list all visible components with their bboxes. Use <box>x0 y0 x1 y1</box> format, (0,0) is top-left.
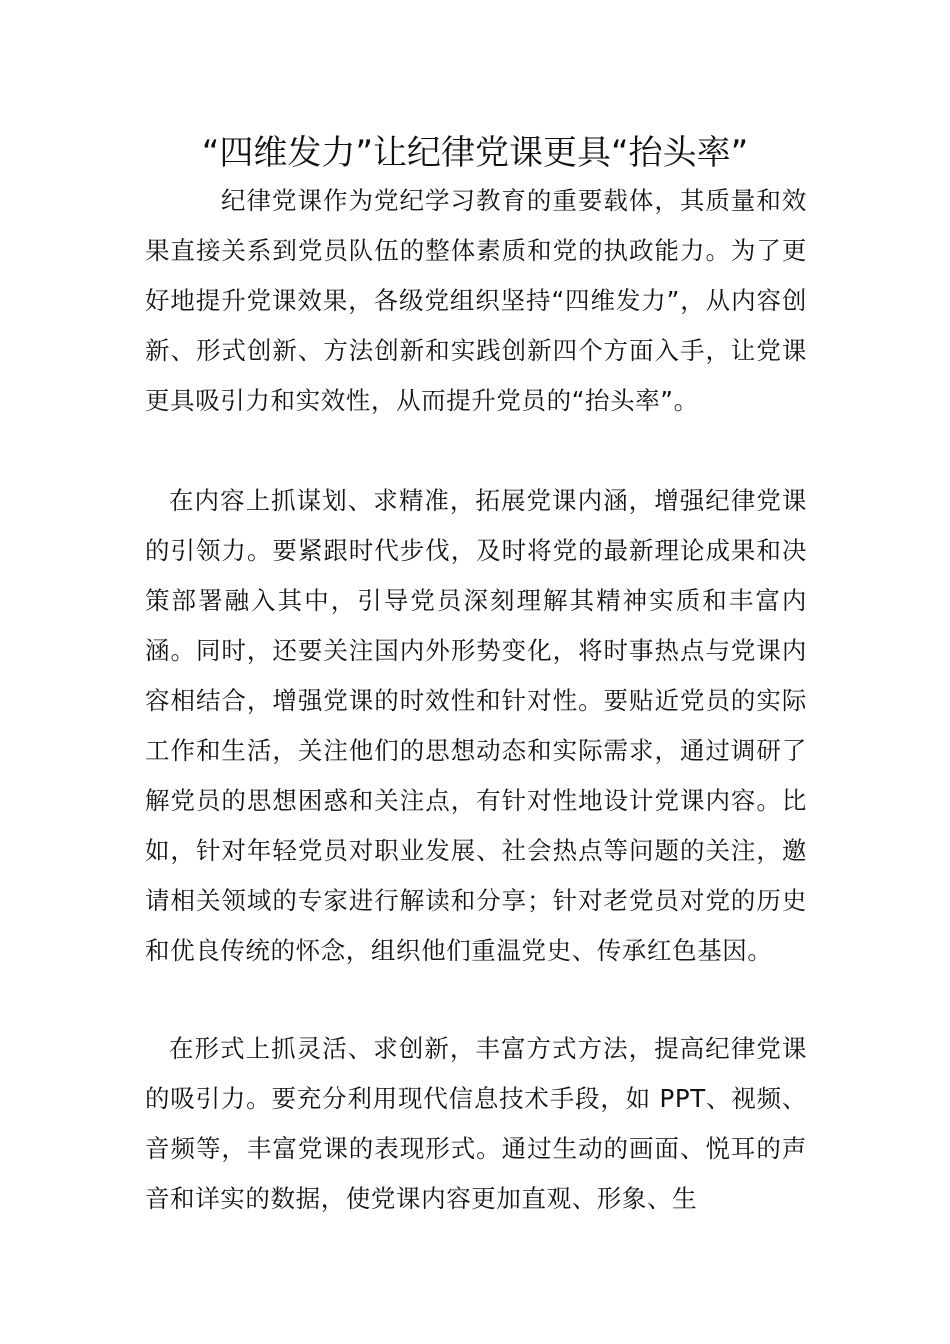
paragraph-form: 在形式上抓灵活、求创新，丰富方式方法，提高纪律党课的吸引力。要充分利用现代信息技术手段，如 PPT、视频、音频等，丰富党课的表现形式。通过生动的画面、悦耳的声音和详实的数据，使党课内容更加直观、形象、生 <box>145 1034 807 1213</box>
document-title: “四维发力”让纪律党课更具“抬头率” <box>201 133 749 173</box>
paragraph-intro: 纪律党课作为党纪学习教育的重要载体，其质量和效果直接关系到党员队伍的整体素质和党的执政能力。为了更好地提升党课效果，各级党组织坚持“四维发力”，从内容创新、形式创新、方法创新和实践创新四个方面入手，让党课更具吸引力和实效性，从而提升党员的“抬头率”。 <box>145 186 807 415</box>
paragraph-content: 在内容上抓谋划、求精准，拓展党课内涵，增强纪律党课的引领力。要紧跟时代步伐，及时将党的最新理论成果和决策部署融入其中，引导党员深刻理解其精神实质和丰富内涵。同时，还要关注国内外形势变化，将时事热点与党课内容相结合，增强党课的时效性和针对性。要贴近党员的实际工作和生活，关注他们的思想动态和实际需求，通过调研了解党员的思想困惑和关注点，有针对性地设计党课内容。比如，针对年轻党员对职业发展、社会热点等问题的关注，邀请相关领域的专家进行解读和分享；针对老党员对党的历史和优良传统的怀念，组织他们重温党史、传承红色基因。 <box>145 486 807 965</box>
